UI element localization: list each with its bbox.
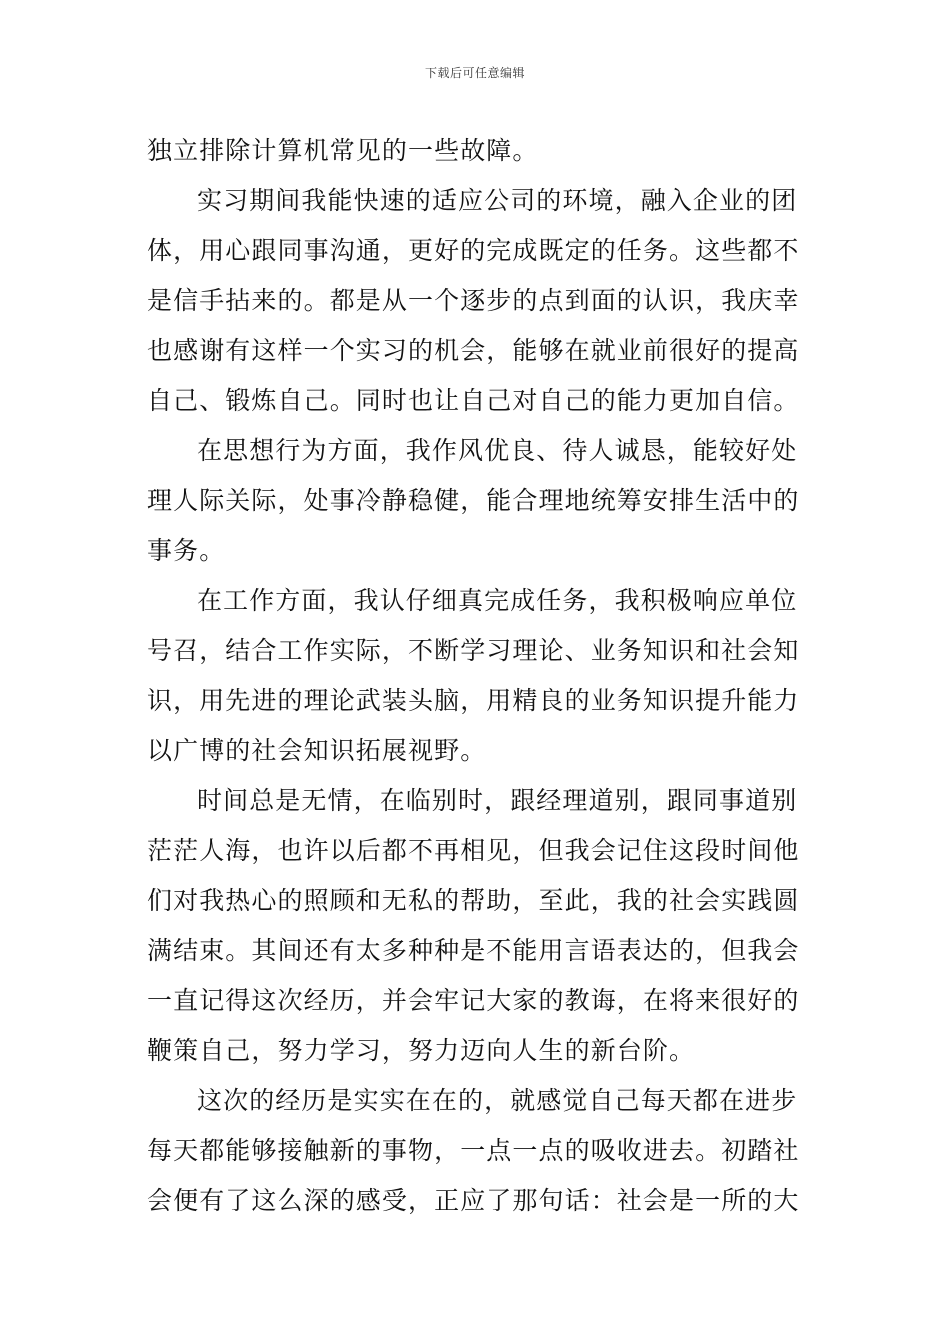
text-line: 自己、锻炼自己。同时也让自己对自己的能力更加自信。 <box>147 386 800 415</box>
text-line: 实习期间我能快速的适应公司的环境，融入企业的团 <box>197 186 798 215</box>
text-line: 在思想行为方面，我作风优良、待人诚恳，能较好处 <box>197 436 798 465</box>
text-line: 满结束。其间还有太多种种是不能用言语表达的，但我会 <box>147 936 800 965</box>
text-line: 以广博的社会知识拓展视野。 <box>147 736 487 765</box>
text-line: 事务。 <box>147 536 226 565</box>
text-line: 每天都能够接触新的事物，一点一点的吸收进去。初踏社 <box>147 1136 800 1165</box>
text-line: 一直记得这次经历，并会牢记大家的教诲，在将来很好的 <box>147 986 800 1015</box>
text-line: 鞭策自己，努力学习，努力迈向人生的新台阶。 <box>147 1036 696 1065</box>
page-header: 下载后可任意编辑 <box>424 66 525 80</box>
text-line: 茫茫人海，也许以后都不再相见，但我会记住这段时间他 <box>147 836 800 865</box>
text-line: 体，用心跟同事沟通，更好的完成既定的任务。这些都不 <box>147 236 800 265</box>
text-line: 在工作方面，我认仔细真完成任务，我积极响应单位 <box>197 586 798 615</box>
text-line: 识，用先进的理论武装头脑，用精良的业务知识提升能力 <box>147 686 800 715</box>
text-line: 是信手拈来的。都是从一个逐步的点到面的认识，我庆幸 <box>147 286 800 315</box>
text-line: 独立排除计算机常见的一些故障。 <box>147 136 539 165</box>
text-line: 们对我热心的照顾和无私的帮助，至此，我的社会实践圆 <box>147 886 800 915</box>
text-line: 这次的经历是实实在在的，就感觉自己每天都在进步 <box>197 1086 798 1115</box>
text-line: 时间总是无情，在临别时，跟经理道别，跟同事道别 <box>197 786 798 815</box>
text-line: 理人际关际，处事冷静稳健，能合理地统筹安排生活中的 <box>147 486 800 515</box>
text-line: 号召，结合工作实际，不断学习理论、业务知识和社会知 <box>147 636 800 665</box>
text-line: 会便有了这么深的感受，正应了那句话：社会是一所的大 <box>147 1186 800 1215</box>
text-line: 也感谢有这样一个实习的机会，能够在就业前很好的提高 <box>147 336 800 365</box>
document-body <box>147 126 817 1226</box>
